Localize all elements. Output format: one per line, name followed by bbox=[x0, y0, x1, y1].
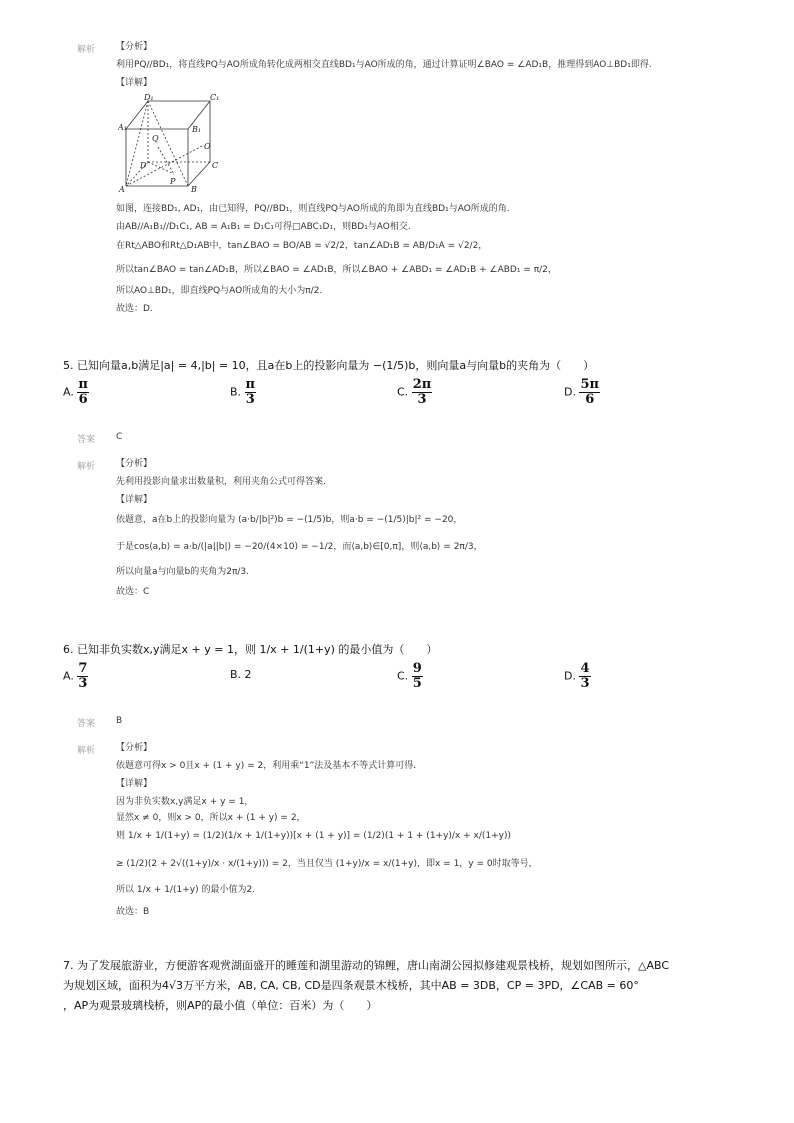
q6-analysis-heading: 【分析】 bbox=[116, 743, 153, 753]
solution-label: 解析 bbox=[77, 45, 96, 55]
q4-step-3: 在Rt△ABO和Rt△D₁AB中，tan∠BAO = BO/AB = √2/2，tan∠AD₁B = AB/D₁A = √2/2， bbox=[116, 241, 488, 251]
q6-solution-label: 解析 bbox=[77, 746, 96, 756]
label-D1: D₁ bbox=[144, 93, 154, 102]
q5-step-3: 所以向量a与向量b的夹角为2π/3. bbox=[116, 567, 249, 577]
q6-stem: 6. 已知非负实数x,y满足x + y = 1，则 1/x + 1/(1+y) 的最小值为（ ） bbox=[63, 643, 438, 656]
q6-option-d[interactable]: D. $\frac{4}{3}$ bbox=[564, 661, 590, 691]
detail-heading: 【详解】 bbox=[116, 78, 153, 88]
label-O: O bbox=[204, 142, 211, 151]
q5-stem: 5. 已知向量a,b满足|a| = 4,|b| = 10，且a在b上的投影向量为 −(1/5)b，则向量a与向量b的夹角为（ ） bbox=[63, 359, 595, 372]
q4-step-4: 所以tan∠BAO = tan∠AD₁B，所以∠BAO = ∠AD₁B，所以∠BAO + ∠ABD₁ = ∠AD₁B + ∠ABD₁ = π/2， bbox=[116, 265, 557, 275]
q5-step-2: 于是cos⟨a,b⟩ = a·b/(|a||b|) = −20/(4×10) = −1/2，而⟨a,b⟩∈[0,π]，则⟨a,b⟩ = 2π/3， bbox=[116, 542, 483, 552]
analysis-heading: 【分析】 bbox=[116, 42, 153, 52]
q5-option-a[interactable]: A. $\frac{\pi}{6}$ bbox=[63, 377, 88, 407]
q4-analysis-text: 利用PQ//BD₁，将直线PQ与AO所成角转化成两相交直线BD₁与AO所成的角，通过计算证明∠BAO = ∠AD₁B，推理得到AO⊥BD₁即得. bbox=[116, 60, 652, 70]
q5-answer-label: 答案 bbox=[77, 435, 96, 445]
label-A: A bbox=[119, 185, 125, 194]
q7-stem-line-3: ，AP为观景玻璃栈桥，则AP的最小值（单位：百米）为（ ） bbox=[63, 999, 378, 1012]
q5-answer-value: C bbox=[116, 432, 123, 442]
q6-step-1: 因为非负实数x,y满足x + y = 1， bbox=[116, 797, 254, 807]
q6-option-b[interactable]: B. 2 bbox=[230, 668, 252, 681]
label-D: D bbox=[140, 161, 147, 170]
q4-step-1: 如图，连接BD₁, AD₁，由已知得，PQ//BD₁，则直线PQ与AO所成的角即为直线BD₁与AO所成的角. bbox=[116, 204, 510, 214]
q4-choice: 故选：D. bbox=[116, 304, 153, 314]
label-C1: C₁ bbox=[210, 93, 220, 102]
q4-step-5: 所以AO⊥BD₁，即直线PQ与AO所成角的大小为π/2. bbox=[116, 286, 323, 296]
q5-option-c[interactable]: C. $\frac{2\pi}{3}$ bbox=[397, 377, 432, 407]
q5-option-d[interactable]: D. $\frac{5\pi}{6}$ bbox=[564, 377, 600, 407]
label-B: B bbox=[191, 185, 197, 194]
q6-analysis-text: 依题意可得x > 0且x + (1 + y) = 2，利用乘“1”法及基本不等式计算可得. bbox=[116, 761, 417, 771]
cube-figure bbox=[118, 92, 222, 196]
q6-option-a[interactable]: A. $\frac{7}{3}$ bbox=[63, 661, 88, 691]
label-B1: B₁ bbox=[192, 125, 202, 134]
q5-step-1: 依题意，a在b上的投影向量为 (a·b/|b|²)b = −(1/5)b，则a·b = −(1/5)|b|² = −20， bbox=[116, 515, 463, 525]
q6-detail-heading: 【详解】 bbox=[116, 779, 153, 789]
q6-step-5: 所以 1/x + 1/(1+y) 的最小值为2. bbox=[116, 885, 256, 895]
q7-stem-line-2: 为规划区域，面积为4√3万平方米，AB, CA, CB, CD是四条观景木栈桥，其中AB = 3DB，CP = 3PD，∠CAB = 60° bbox=[63, 979, 639, 992]
q5-analysis-text: 先利用投影向量求出数量积，利用夹角公式可得答案. bbox=[116, 477, 326, 487]
q6-step-2: 显然x ≠ 0，则x > 0，所以x + (1 + y) = 2， bbox=[116, 813, 306, 823]
q5-solution-label: 解析 bbox=[77, 462, 96, 472]
q7-stem-line-1: 7. 为了发展旅游业，方便游客观赏湖面盛开的睡莲和湖里游动的锦鲤，唐山南湖公园拟修建观景栈桥，规划如图所示，△ABC bbox=[63, 959, 670, 972]
q6-option-c[interactable]: C. $\frac{9}{5}$ bbox=[397, 661, 422, 691]
q5-analysis-heading: 【分析】 bbox=[116, 459, 153, 469]
label-P: P bbox=[170, 177, 176, 186]
q5-detail-heading: 【详解】 bbox=[116, 495, 153, 505]
label-Q: Q bbox=[152, 134, 159, 143]
q6-answer-label: 答案 bbox=[77, 719, 96, 729]
q5-option-b[interactable]: B. $\frac{\pi}{3}$ bbox=[230, 377, 256, 407]
q6-choice: 故选：B bbox=[116, 907, 150, 917]
q5-choice: 故选：C bbox=[116, 587, 150, 597]
q6-step-4: ≥ (1/2)(2 + 2√((1+y)/x · x/(1+y))) = 2，当且仅当 (1+y)/x = x/(1+y)，即x = 1，y = 0时取等号， bbox=[116, 859, 538, 869]
q6-answer-value: B bbox=[116, 716, 123, 726]
q6-step-3: 则 1/x + 1/(1+y) = (1/2)(1/x + 1/(1+y))[x + (1 + y)] = (1/2)(1 + 1 + (1+y)/x + x/(1+y)) bbox=[116, 831, 512, 841]
label-C: C bbox=[212, 161, 219, 170]
label-A1: A₁ bbox=[118, 123, 127, 132]
q4-step-2: 由AB//A₁B₁//D₁C₁, AB = A₁B₁ = D₁C₁可得□ABC₁D₁，则BD₁与AO相交. bbox=[116, 222, 411, 232]
